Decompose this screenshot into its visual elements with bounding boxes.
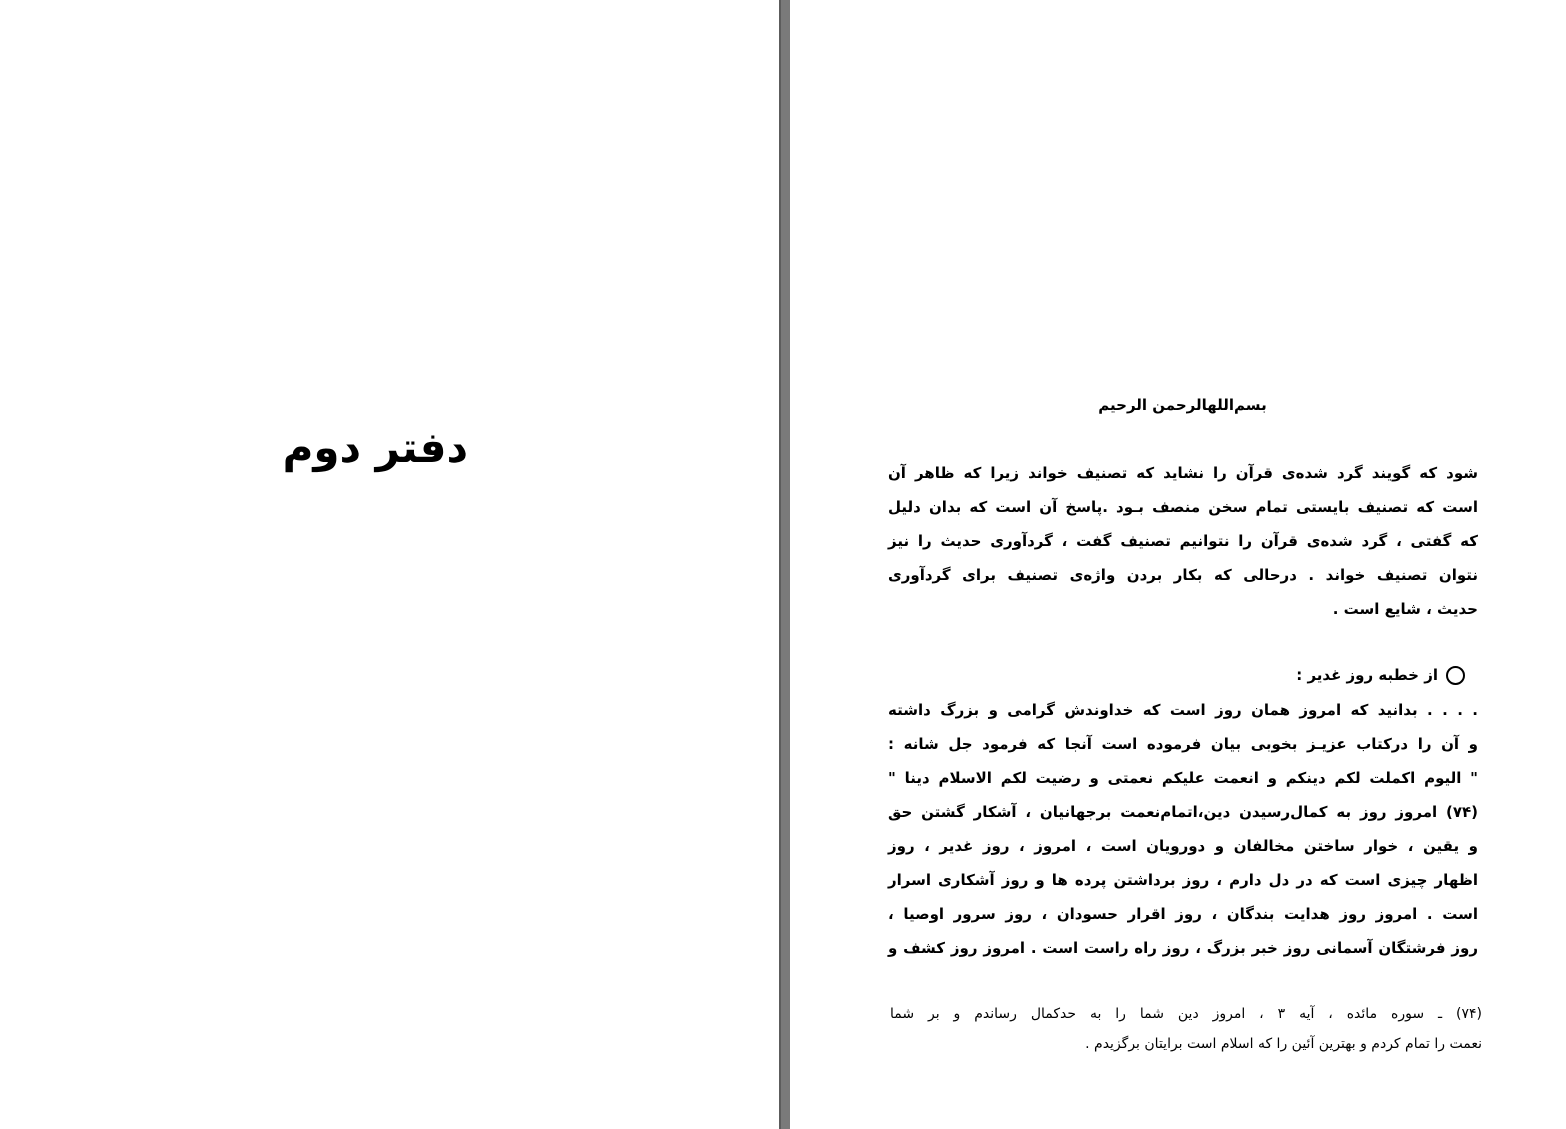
- text-line: اظهار چیزی است که در دل دارم ، روز برداشتن پرده ها و روز آشکاری اسرار: [888, 871, 1478, 889]
- text-line: . . . . بدانید که امروز همان روز است که خداوندش گرامی و بزرگ داشته: [888, 701, 1478, 719]
- text-line: و آن را درکتاب عزیـز بخوبی بیان فرموده است آنجا که فرمود جل شانه :: [888, 735, 1478, 753]
- text-line: شود که گویند گرد شده‌ی قرآن را نشاید که تصنیف خواند زیرا که ظاهر آن: [888, 464, 1478, 482]
- page-gutter-edge: [779, 0, 781, 1129]
- text-line: روز فرشتگان آسمانی روز خبر بزرگ ، روز راه راست است . امروز روز کشف و: [888, 939, 1478, 957]
- text-line: نتوان تصنیف خواند . درحالی که بکار بردن واژه‌ی تصنیف برای گردآوری: [888, 566, 1478, 584]
- basmala-heading: بسم‌اللهالرحمن الرحیم: [1098, 396, 1267, 414]
- text-line: است . امروز روز هدایت بندگان ، روز اقرار حسودان ، روز سرور اوصیا ،: [888, 905, 1478, 923]
- paragraph-intro: [888, 456, 1478, 626]
- section-heading-ghadir: [1200, 660, 1465, 690]
- text-line: حدیث ، شایع است .: [1332, 600, 1478, 618]
- volume-title: دفتر دوم: [282, 423, 468, 472]
- text-line: است که تصنیف بایستی تمام سخن منصف بـود .پاسخ آن است که بدان دلیل: [888, 498, 1478, 516]
- text-line: (۷۴) امروز روز به کمال‌رسیدن دین،اتمام‌نعمت برجهانیان ، آشکار گشتن حق: [888, 803, 1478, 821]
- text-line: که گفتی ، گرد شده‌ی قرآن را نتوانیم تصنیف گفت ، گردآوری حدیث را نیز: [888, 532, 1478, 550]
- section-heading-label: از خطبه روز غدیر :: [1296, 666, 1438, 684]
- footnote-line: نعمت را تمام کردم و بهترین آئین را که اسلام است برایتان برگزیدم .: [1085, 1036, 1482, 1052]
- paragraph-sermon: [888, 693, 1478, 965]
- circle-bullet-icon: [1446, 666, 1465, 685]
- text-line: و یقین ، خوار ساختن مخالفان و دورویان است ، امروز ، روز غدیر ، روز: [888, 837, 1478, 855]
- text-line: " الیوم اکملت لکم دینکم و انعمت علیکم نعمتی و رضیت لکم الاسلام دینا ": [888, 769, 1478, 787]
- footnote-line: (۷۴) ـ سوره مائده ، آیه ۳ ، امروز دین شما را به حدکمال رساندم و بر شما: [890, 1006, 1482, 1022]
- left-page: [0, 0, 779, 1129]
- footnote: [890, 999, 1482, 1059]
